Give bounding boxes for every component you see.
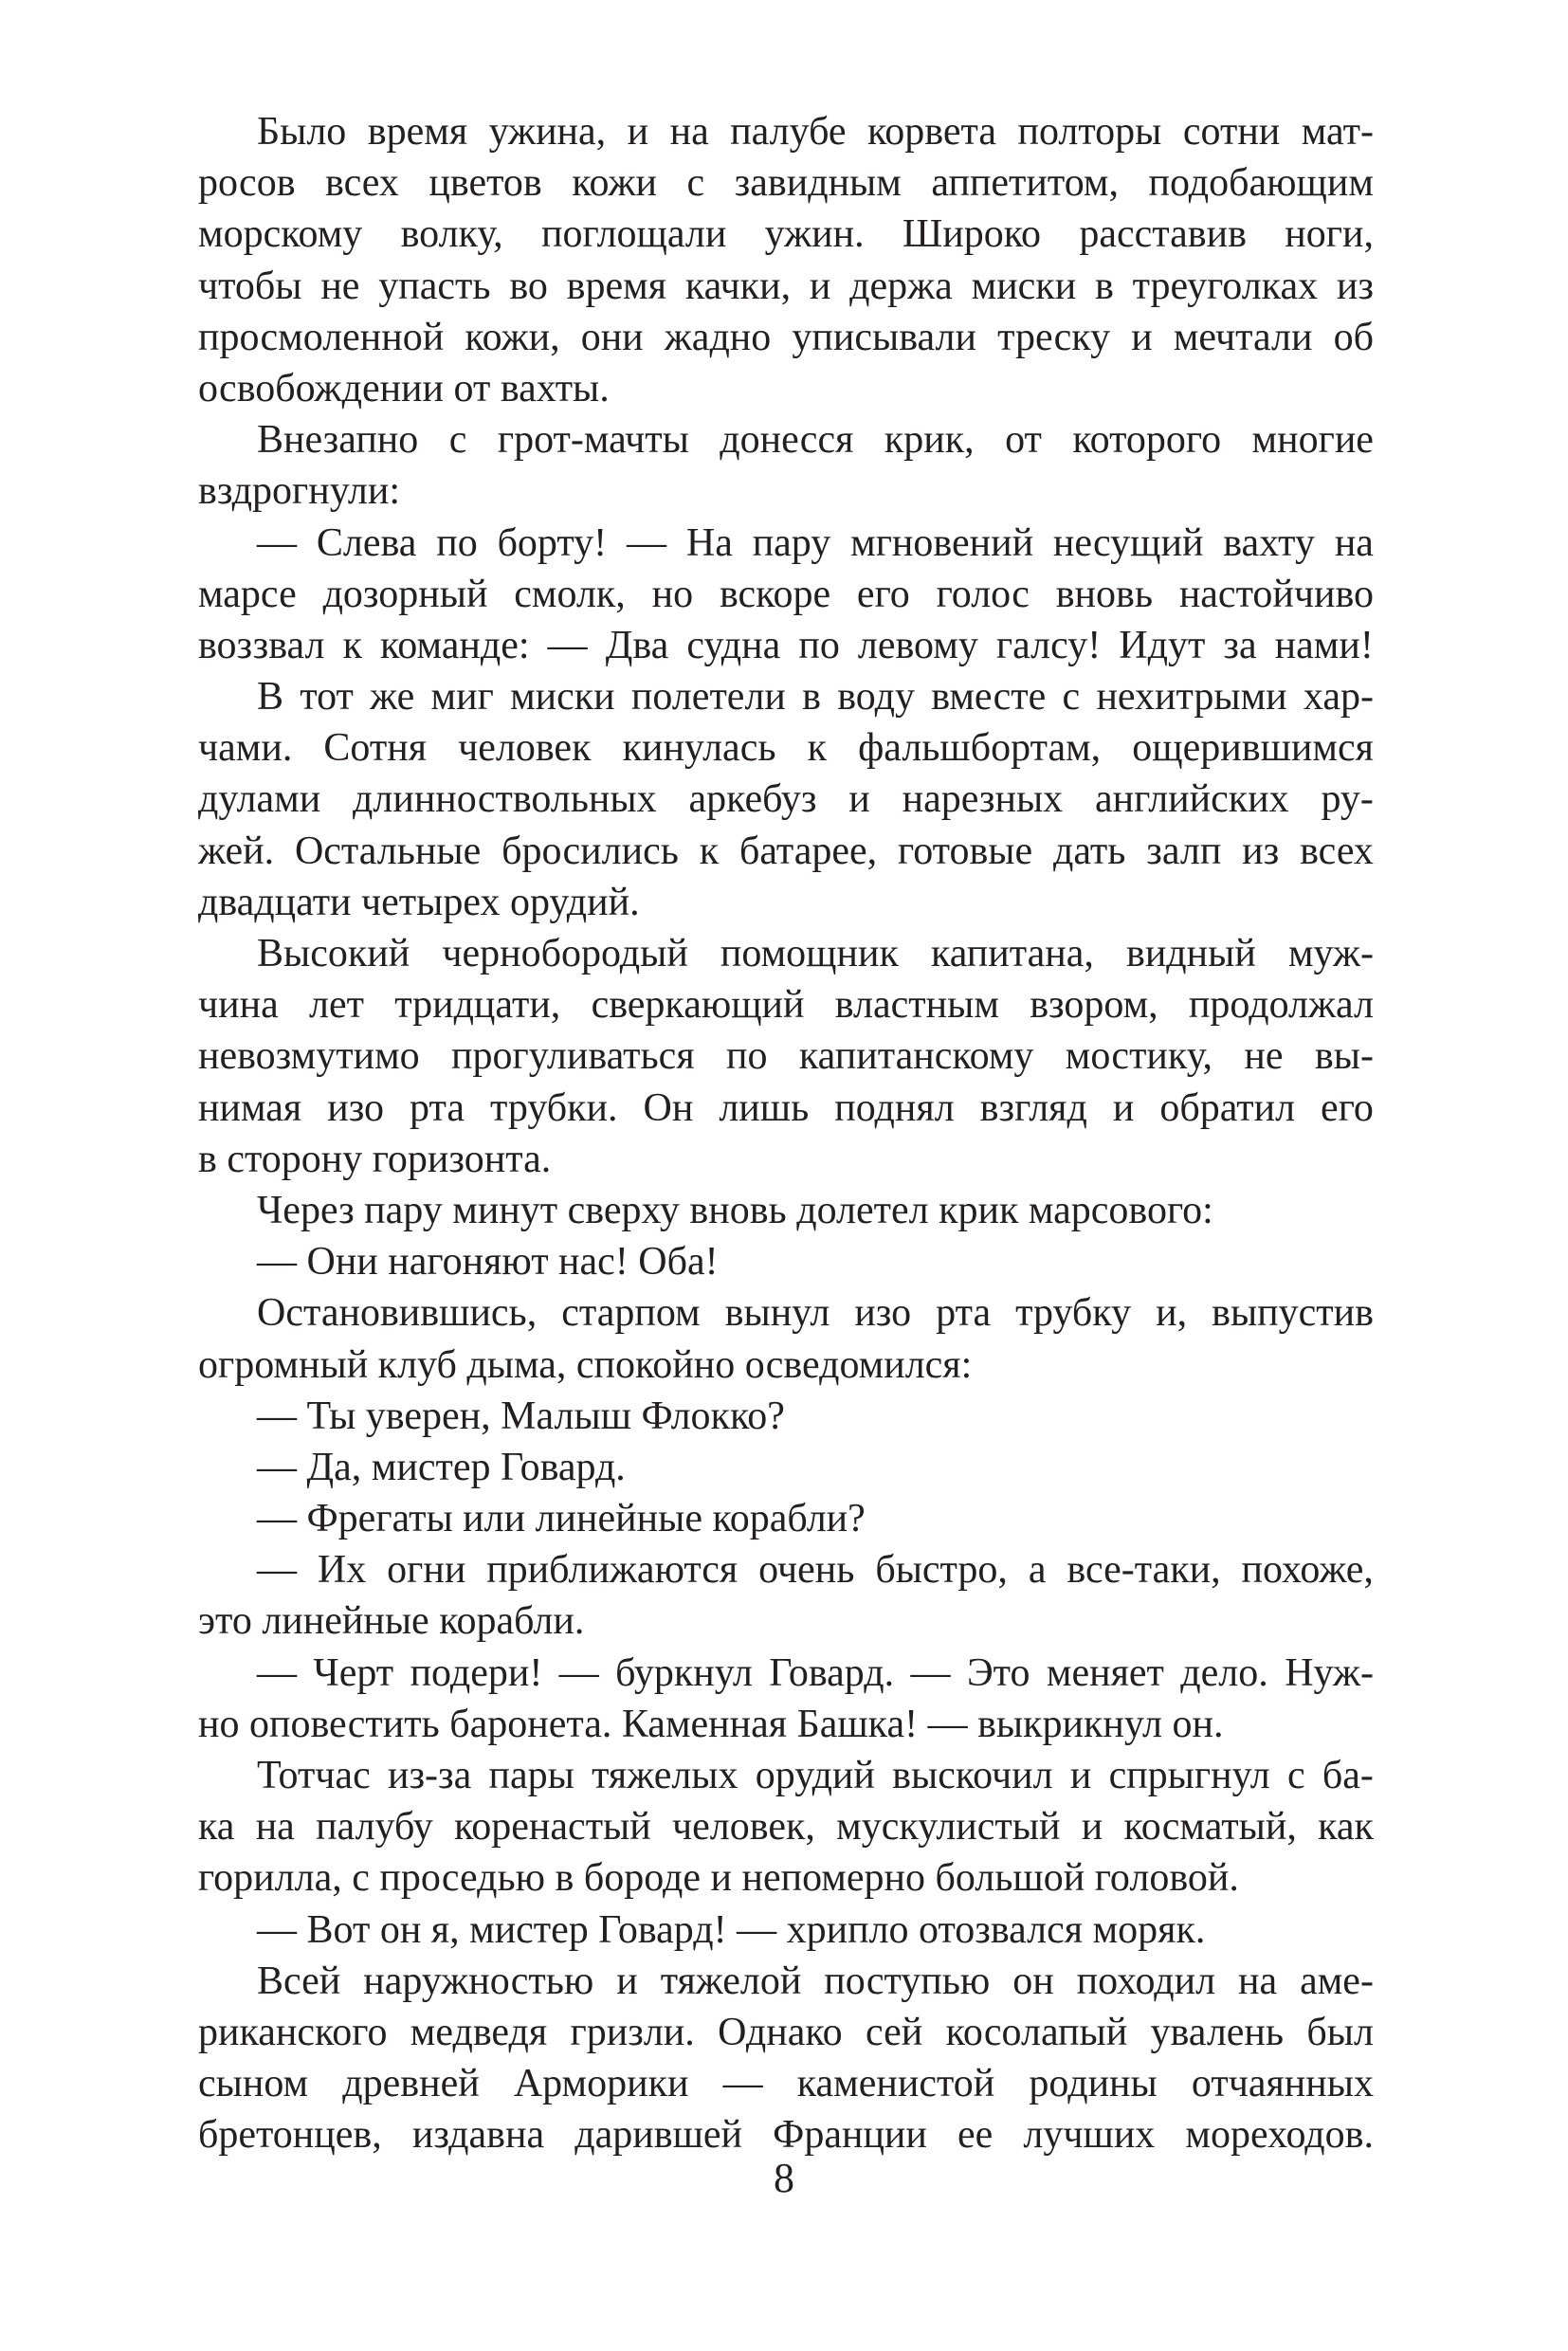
text-line: нимая изо рта трубки. Он лишь поднял взгляд и обратил его — [198, 1085, 1374, 1130]
text-line: жей. Остальные бросились к батарее, готовые дать залп из всех — [198, 829, 1374, 873]
text-line: — Фрегаты или линейные корабли? — [257, 1497, 866, 1541]
paragraph — [198, 928, 1374, 1185]
paragraph — [198, 1442, 1374, 1493]
text-line: риканского медведя гризли. Однако сей косолапый увалень был — [198, 2010, 1374, 2054]
text-line: — Вот он я, мистер Говард! — хрипло отозвался моряк. — [257, 1907, 1206, 1952]
text-line: чами. Сотня человек кинулась к фальшбортам, ощерившимся — [198, 726, 1374, 771]
text-line: чтобы не упасть во время качки, и держа миски в треуголках из — [198, 264, 1374, 308]
paragraph — [198, 1391, 1374, 1442]
text-line: огромный клуб дыма, спокойно осведомился: — [198, 1342, 973, 1387]
text-line: В тот же миг миски полетели в воду вместе с нехитрыми хар- — [257, 675, 1374, 720]
text-line: — Да, мистер Говард. — [257, 1445, 626, 1489]
text-line: — Черт подери! — буркнул Говард. — Это меняет дело. Нуж- — [257, 1650, 1374, 1695]
paragraph — [198, 1544, 1374, 1647]
text-line: бретонцев, издавна дарившей Франции ее лучших мореходов. — [198, 2113, 1374, 2158]
text-line: но оповестить баронета. Каменная Башка! — выкрикнул он. — [198, 1702, 1224, 1746]
text-line: Через пару минут сверху вновь долетел крик марсового: — [257, 1188, 1213, 1232]
paragraph — [198, 1956, 1374, 2161]
text-line: это линейные корабли. — [198, 1599, 585, 1644]
paragraph — [198, 518, 1374, 672]
text-line: в сторону горизонта. — [198, 1137, 552, 1181]
paragraph — [198, 106, 1374, 414]
text-line: чина лет тридцати, сверкающий властным взором, продолжал — [198, 983, 1374, 1028]
text-line: — Слева по борту! — На пару мгновений несущий вахту на — [257, 520, 1374, 565]
paragraph — [198, 1185, 1374, 1236]
text-line: дулами длинноствольных аркебуз и нарезных английских ру- — [198, 777, 1374, 822]
paragraph — [198, 1904, 1374, 1956]
text-line: Всей наружностью и тяжелой поступью он походил на аме- — [257, 1959, 1374, 2003]
paragraph — [198, 1648, 1374, 1750]
text-line: сыном древней Арморики — каменистой родины отчаянных — [198, 2062, 1374, 2106]
text-line: — Они нагоняют нас! Оба! — [257, 1240, 719, 1285]
text-line: просмоленной кожи, они жадно уписывали треску и мечтали об — [198, 315, 1374, 359]
text-line: — Их огни приближаются очень быстро, а все-таки, похоже, — [257, 1548, 1374, 1593]
text-line: Остановившись, старпом вынул изо рта трубку и, выпустив — [257, 1291, 1374, 1336]
text-line: освобождении от вахты. — [198, 366, 610, 410]
text-line: воззвал к команде: — Два судна по левому галсу! Идут за нами! — [198, 623, 1374, 667]
paragraph — [198, 1493, 1374, 1544]
paragraph — [198, 414, 1374, 517]
text-line: двадцати четырех орудий. — [198, 880, 640, 924]
text-line: вздрогнули: — [198, 469, 400, 514]
text-line: ка на палубу коренастый человек, мускулистый и косматый, как — [198, 1805, 1374, 1850]
page-number: 8 — [774, 2155, 794, 2201]
text-line: — Ты уверен, Малыш Флокко? — [257, 1394, 785, 1438]
text-line: Было время ужина, и на палубе корвета полторы сотни мат- — [257, 110, 1374, 154]
text-line: Высокий чернобородый помощник капитана, видный муж- — [257, 932, 1374, 975]
text-line: марсе дозорный смолк, но вскоре его голос вновь настойчиво — [198, 572, 1374, 616]
paragraph — [198, 1236, 1374, 1287]
text-line: морскому волку, поглощали ужин. Широко расставив ноги, — [198, 212, 1374, 257]
paragraph — [198, 1287, 1374, 1390]
text-line: Тотчас из-за пары тяжелых орудий выскочил и спрыгнул с ба- — [257, 1754, 1374, 1797]
text-line: Внезапно с грот-мачты донесся крик, от которого многие — [257, 418, 1374, 463]
text-line: росов всех цветов кожи с завидным аппетитом, подобающим — [198, 161, 1374, 206]
paragraph — [198, 671, 1374, 928]
text-line: невозмутимо прогуливаться по капитанскому мостику, не вы- — [198, 1034, 1374, 1079]
paragraph — [198, 1750, 1374, 1904]
body-text — [198, 106, 1374, 2161]
text-line: горилла, с проседью в бороде и непомерно большой головой. — [198, 1856, 1239, 1901]
